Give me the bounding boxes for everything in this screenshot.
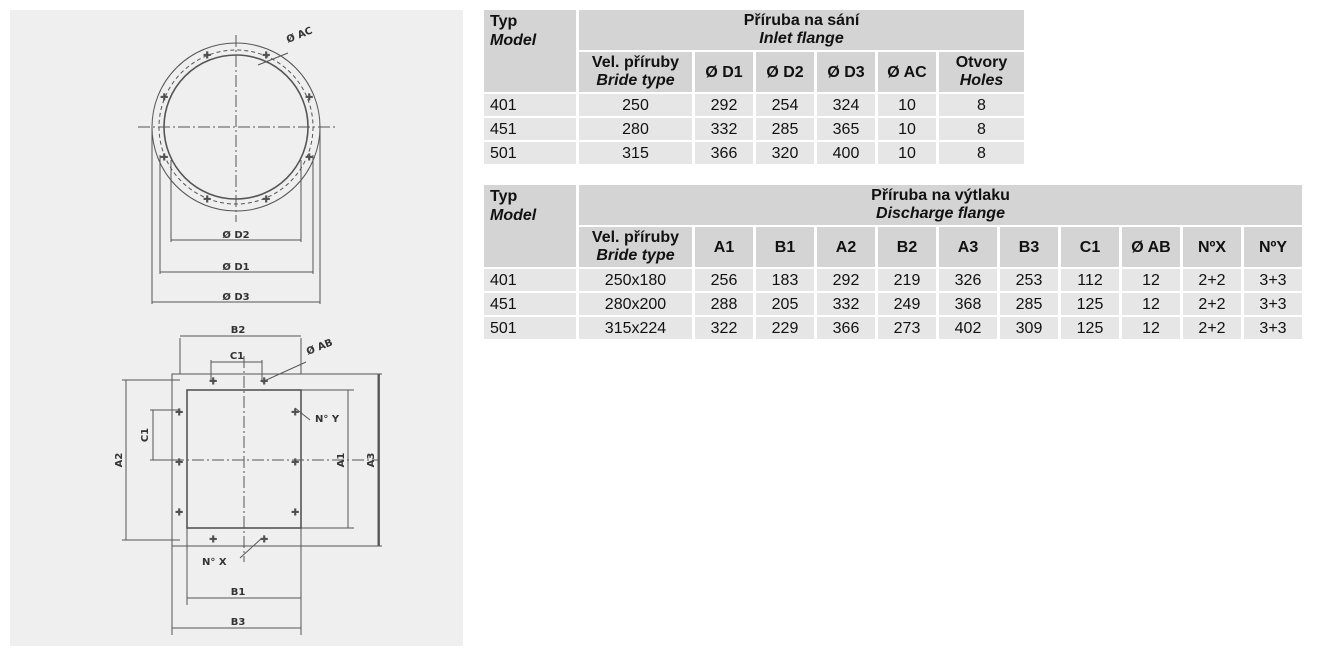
discharge-model-header [484, 185, 576, 267]
svg-text:+: + [291, 407, 300, 418]
label-ny: N° Y [315, 414, 340, 425]
svg-text:+: + [262, 194, 271, 205]
discharge-col-a2: A2 [817, 227, 875, 267]
table-cell: 324 [817, 94, 875, 116]
discharge-col-ab: Ø AB [1122, 227, 1180, 267]
table-row [484, 142, 1024, 164]
discharge-model-label-en: Model [490, 207, 537, 224]
svg-text:+: + [260, 376, 269, 387]
discharge-group-title-en: Discharge flange [876, 205, 1005, 222]
discharge-col-a3: A3 [939, 227, 997, 267]
table-cell: 10 [878, 142, 936, 164]
inlet-group-title: Příruba na sání [743, 12, 860, 29]
table-cell: 250 [579, 94, 692, 116]
technical-drawing-panel [10, 10, 463, 646]
svg-text:+: + [160, 152, 169, 163]
discharge-flange-table [481, 183, 1305, 341]
table-cell: 285 [756, 118, 814, 140]
table-cell: 320 [756, 142, 814, 164]
inlet-col-label-en: Bride type [596, 72, 675, 89]
table-cell: 332 [817, 293, 875, 315]
table-cell: 112 [1061, 269, 1119, 291]
inlet-col-d2: Ø D2 [756, 52, 814, 92]
discharge-col-b3: B3 [1000, 227, 1058, 267]
table-cell: 12 [1122, 293, 1180, 315]
svg-text:+: + [262, 50, 271, 61]
svg-text:+: + [305, 152, 314, 163]
table-cell: 3+3 [1244, 269, 1302, 291]
svg-text:+: + [209, 534, 218, 545]
table-cell: 8 [939, 142, 1024, 164]
discharge-col-bride-type [579, 227, 692, 267]
label-a3: A3 [366, 452, 377, 468]
table-cell: 125 [1061, 317, 1119, 339]
flange-drawing [10, 10, 463, 646]
svg-text:+: + [260, 534, 269, 545]
discharge-col-ny: NºY [1244, 227, 1302, 267]
inlet-header-row [484, 10, 1024, 50]
table-cell: 8 [939, 94, 1024, 116]
table-row [484, 293, 1302, 315]
table-cell: 253 [1000, 269, 1058, 291]
table-cell: 315x224 [579, 317, 692, 339]
label-a1: A1 [336, 452, 347, 468]
table-cell: 366 [695, 142, 753, 164]
label-b2: B2 [230, 325, 246, 336]
table-cell: 12 [1122, 269, 1180, 291]
nx-leader [240, 538, 262, 558]
svg-text:+: + [175, 457, 184, 468]
label-nx: N° X [202, 557, 227, 568]
inlet-col-d1: Ø D1 [695, 52, 753, 92]
label-ac: Ø AC [285, 25, 315, 46]
discharge-col-b2: B2 [878, 227, 936, 267]
table-cell: 288 [695, 293, 753, 315]
table-cell: 451 [484, 293, 576, 315]
table-cell: 3+3 [1244, 293, 1302, 315]
table-cell: 401 [484, 269, 576, 291]
table-cell: 256 [695, 269, 753, 291]
table-cell: 332 [695, 118, 753, 140]
svg-text:+: + [203, 50, 212, 61]
discharge-group-header [579, 185, 1302, 225]
table-cell: 368 [939, 293, 997, 315]
table-row [484, 317, 1302, 339]
table-cell: 292 [695, 94, 753, 116]
table-cell: 280x200 [579, 293, 692, 315]
inlet-flange-table [481, 8, 1027, 166]
table-cell: 12 [1122, 317, 1180, 339]
table-cell: 249 [878, 293, 936, 315]
table-cell: 10 [878, 94, 936, 116]
inlet-model-header [484, 10, 576, 92]
inlet-col-ac: Ø AC [878, 52, 936, 92]
table-cell: 10 [878, 118, 936, 140]
table-cell: 8 [939, 118, 1024, 140]
table-cell: 2+2 [1183, 269, 1241, 291]
table-cell: 219 [878, 269, 936, 291]
discharge-group-title: Příruba na výtlaku [871, 187, 1010, 204]
svg-text:+: + [291, 457, 300, 468]
ab-leader [262, 362, 306, 382]
table-cell: 501 [484, 142, 576, 164]
discharge-col-label: Vel. příruby [591, 229, 680, 246]
label-d3: Ø D3 [222, 292, 250, 303]
inlet-model-label-en: Model [490, 32, 537, 49]
discharge-col-b1: B1 [756, 227, 814, 267]
inlet-col-bride-type [579, 52, 692, 92]
discharge-col-c1: C1 [1061, 227, 1119, 267]
svg-text:+: + [203, 194, 212, 205]
table-cell: 229 [756, 317, 814, 339]
label-b3: B3 [230, 617, 246, 628]
table-cell: 254 [756, 94, 814, 116]
table-cell: 309 [1000, 317, 1058, 339]
label-d1: Ø D1 [222, 262, 250, 273]
inlet-model-label: Typ [490, 13, 518, 30]
table-cell: 400 [817, 142, 875, 164]
table-cell: 292 [817, 269, 875, 291]
discharge-col-a1: A1 [695, 227, 753, 267]
table-cell: 322 [695, 317, 753, 339]
table-cell: 365 [817, 118, 875, 140]
table-cell: 501 [484, 317, 576, 339]
label-b1: B1 [230, 587, 246, 598]
discharge-col-nx: NºX [1183, 227, 1241, 267]
table-cell: 250x180 [579, 269, 692, 291]
table-cell: 205 [756, 293, 814, 315]
discharge-col-label-en: Bride type [596, 247, 675, 264]
table-cell: 315 [579, 142, 692, 164]
table-row [484, 269, 1302, 291]
table-cell: 366 [817, 317, 875, 339]
label-d2: Ø D2 [222, 230, 250, 241]
table-row [484, 118, 1024, 140]
label-c1-side: C1 [140, 427, 151, 443]
table-cell: 285 [1000, 293, 1058, 315]
svg-text:+: + [175, 407, 184, 418]
table-cell: 401 [484, 94, 576, 116]
svg-text:+: + [175, 507, 184, 518]
discharge-header-row [484, 185, 1302, 225]
inlet-group-title-en: Inlet flange [759, 30, 844, 47]
discharge-model-label: Typ [490, 188, 518, 205]
inlet-col-label-en: Holes [959, 72, 1004, 89]
label-a2: A2 [114, 452, 125, 468]
svg-text:+: + [291, 507, 300, 518]
table-cell: 125 [1061, 293, 1119, 315]
svg-text:+: + [209, 376, 218, 387]
inlet-col-d3: Ø D3 [817, 52, 875, 92]
table-cell: 451 [484, 118, 576, 140]
svg-text:+: + [305, 92, 314, 103]
table-cell: 326 [939, 269, 997, 291]
table-cell: 402 [939, 317, 997, 339]
inlet-group-header [579, 10, 1024, 50]
label-c1-top: C1 [229, 351, 245, 362]
table-row [484, 94, 1024, 116]
table-cell: 273 [878, 317, 936, 339]
table-cell: 2+2 [1183, 293, 1241, 315]
discharge-subheader-row [484, 227, 1302, 267]
inlet-col-holes [939, 52, 1024, 92]
label-ab: Ø AB [305, 337, 335, 358]
table-cell: 183 [756, 269, 814, 291]
svg-text:+: + [160, 92, 169, 103]
table-cell: 3+3 [1244, 317, 1302, 339]
inlet-col-label: Otvory [955, 54, 1008, 71]
table-cell: 2+2 [1183, 317, 1241, 339]
inlet-col-label: Vel. příruby [591, 54, 680, 71]
table-cell: 280 [579, 118, 692, 140]
